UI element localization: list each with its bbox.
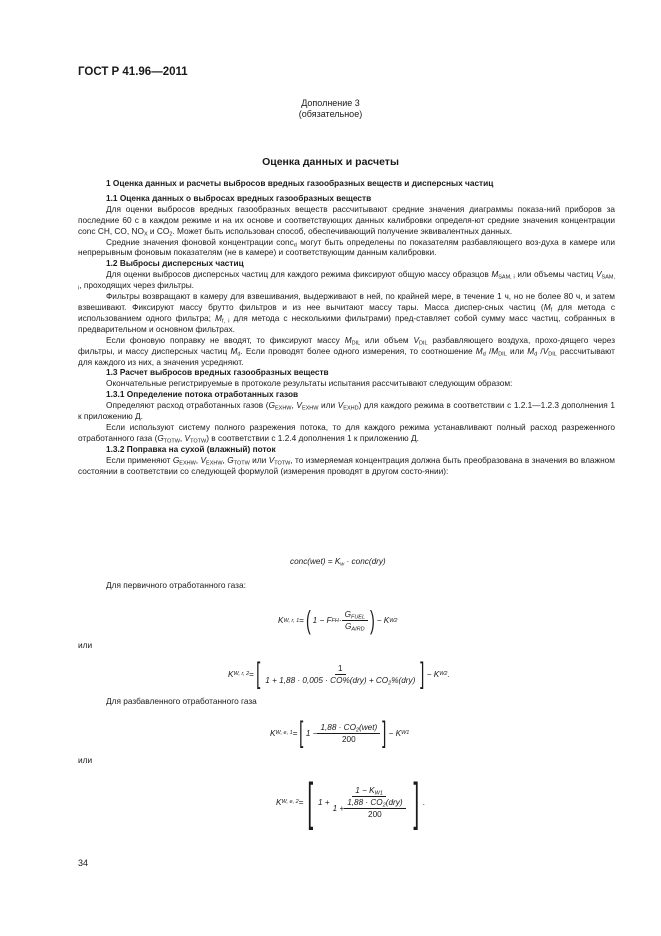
appendix-subtitle: (обязательное)	[298, 109, 363, 119]
paragraph-exhaust-flow: Определяют расход отработанных газов ($G_{EXHW}$, $V_{EXHW}$ или $V_{EXHD}$) для каждого режима в соответствии с 1.2.1—1.2.3 дополнения 1 к приложению Д.	[78, 400, 615, 422]
paragraph-filter-weighing: Фильтры возвращают в камеру для взвешивания, выдерживают в ней, по крайней мере, в течение 1 ч, но не более 80 ч, и затем взвешивают. Фиксируют массу брутто фильтров и из нее вычитают массу тары. Масса диспер-сных частиц ($M_f$ для метода с использованием одного фильтра; $M_{f, i}$ для метода с несколькими фильтрами) пред-ставляет собой сумму масс частиц, собранных в предварительном и основном фильтрах.	[78, 291, 615, 334]
paragraph-final-results: Окончательные регистрируемые в протоколе результаты испытания рассчитывают следующим образом:	[106, 378, 513, 389]
word-or-1: или	[78, 640, 93, 650]
fraction-nested: $1 - K_{W1}$ 1 + $\frac{1,88 \cdot CO_2(dry)}{200}$	[330, 786, 409, 819]
paragraph-full-dilution: Если используют систему полного разрежения потока, то для каждого режима устанавливают полный расход разреженного отработанного газа ($G_{TOTW}$, $V_{TOTW}$) в соответствии с 1.2.4 дополнения 1 к приложению Д.	[78, 421, 615, 445]
fraction-co-co2: $\frac{1}{1 + 1,88 \cdot 0,005 \cdot CO\%(dry) + CO_2\%(dry)}$	[265, 663, 416, 686]
fraction-co2-wet: $\frac{1,88 \cdot CO_2(wet)}{200}$	[317, 723, 380, 744]
label-primary-exhaust: Для первичного отработанного газа:	[106, 580, 246, 590]
heading-1-2: 1.2 Выбросы дисперсных частиц	[106, 258, 244, 269]
formula-kw-r2: K W, r, 2 = [ $\frac{1}{1 + 1,88 \cdot 0,005 \cdot CO\%(dry) + CO_2\%(dry)}$ ] − K W2 .	[228, 657, 450, 690]
fraction-fuel-air: $\frac{G_{FUEL}}{G_{AIRD}}$	[342, 610, 368, 631]
formula-conc-wet: conc(wet) = $K_w$ · conc(dry)	[290, 557, 386, 568]
formula-kw-e2: K W, e, 2 = [ 1 + $1 - K_{W1}$ 1 + $\frac{1,88 \cdot CO_2(dry)}{200}$ ] .	[276, 773, 426, 831]
section-title: Оценка данных и расчеты	[262, 156, 399, 168]
formula-kw-r1: K W, r, 1 = ( 1 − F FH · $\frac{G_{FUEL}}{G_{AIRD}}$ ) − K W2	[278, 605, 398, 635]
paragraph-particulate-mass: Для оценки выбросов дисперсных частиц для каждого режима фиксируют общую массу образцов $M_{SAM, i}$ или объемы частиц $V_{SAM, i}$, проходящих через фильтры.	[78, 269, 615, 292]
heading-1-3-1: 1.3.1 Определение потока отработанных газов	[106, 389, 299, 400]
appendix-heading	[0, 98, 661, 120]
formula-kw-e1: K W, e, 1 = [ 1 − $\frac{1,88 \cdot CO_2(wet)}{200}$ ] − K W1	[270, 716, 410, 749]
word-or-2: или	[78, 755, 93, 765]
document-body	[78, 178, 615, 476]
fraction-co2-dry: $\frac{1,88 \cdot CO_2(dry)}{200}$	[344, 798, 405, 819]
page-number: 34	[78, 858, 89, 868]
label-diluted-exhaust: Для разбавленного отработанного газа	[106, 696, 257, 706]
paragraph-gaseous-averages: Для оценки выбросов вредных газообразных веществ рассчитывают средние значения диаграммы показа-ний приборов за последние 60 с в каждом режиме и на их основе и соответствующих данных калибровки определя-ют средние значения концентрации conc CH, CO, $NO_X$ и $CO_2$. Может быть использован способ, обеспечивающий получение эквивалентных данных.	[78, 203, 615, 238]
heading-1-3: 1.3 Расчет выбросов вредных газообразных веществ	[106, 367, 329, 378]
heading-1-3-2: 1.3.2 Поправка на сухой (влажный) поток	[106, 443, 276, 454]
heading-1: 1 Оценка данных и расчеты выбросов вредных газообразных веществ и дисперсных частиц	[106, 178, 494, 188]
paragraph-background-concentration: Средние значения фоновой концентрации conc$_d$ могут быть определены по показателям разбавляющего воз-духа в камере или непрерывным фоновым показателям (не в камере) и соответствующим данным калибровки.	[78, 236, 615, 258]
paragraph-dry-wet-correction: Если применяют $G_{EXHW}$, $V_{EXHW}$, $G_{TOTW}$ или $V_{TOTW}$, то измеряемая концентрация должна быть преобразована в значения во влажном состоянии в соответствии со следующей формулой (измерения проводят в другом состо-янии):	[78, 454, 615, 476]
paragraph-background-correction: Если фоновую поправку не вводят, то фиксируют массу $M_{DIL}$ или объем $V_{DIL}$ разбавляющего воздуха, прохо-дящего через фильтры, и массу дисперсных частиц $M_d$. Если проводят более одного измерения, то соотношение $M_d$ $/M_{DIL}$ или $M_d$ $/V_{DIL}$ рассчитывают для каждого из них, а значения усредняют.	[78, 334, 615, 367]
document-id: ГОСТ Р 41.96—2011	[78, 66, 188, 78]
heading-1-1: 1.1 Оценка данных о выбросах вредных газообразных веществ	[106, 192, 372, 203]
appendix-title: Дополнение 3	[301, 98, 360, 108]
